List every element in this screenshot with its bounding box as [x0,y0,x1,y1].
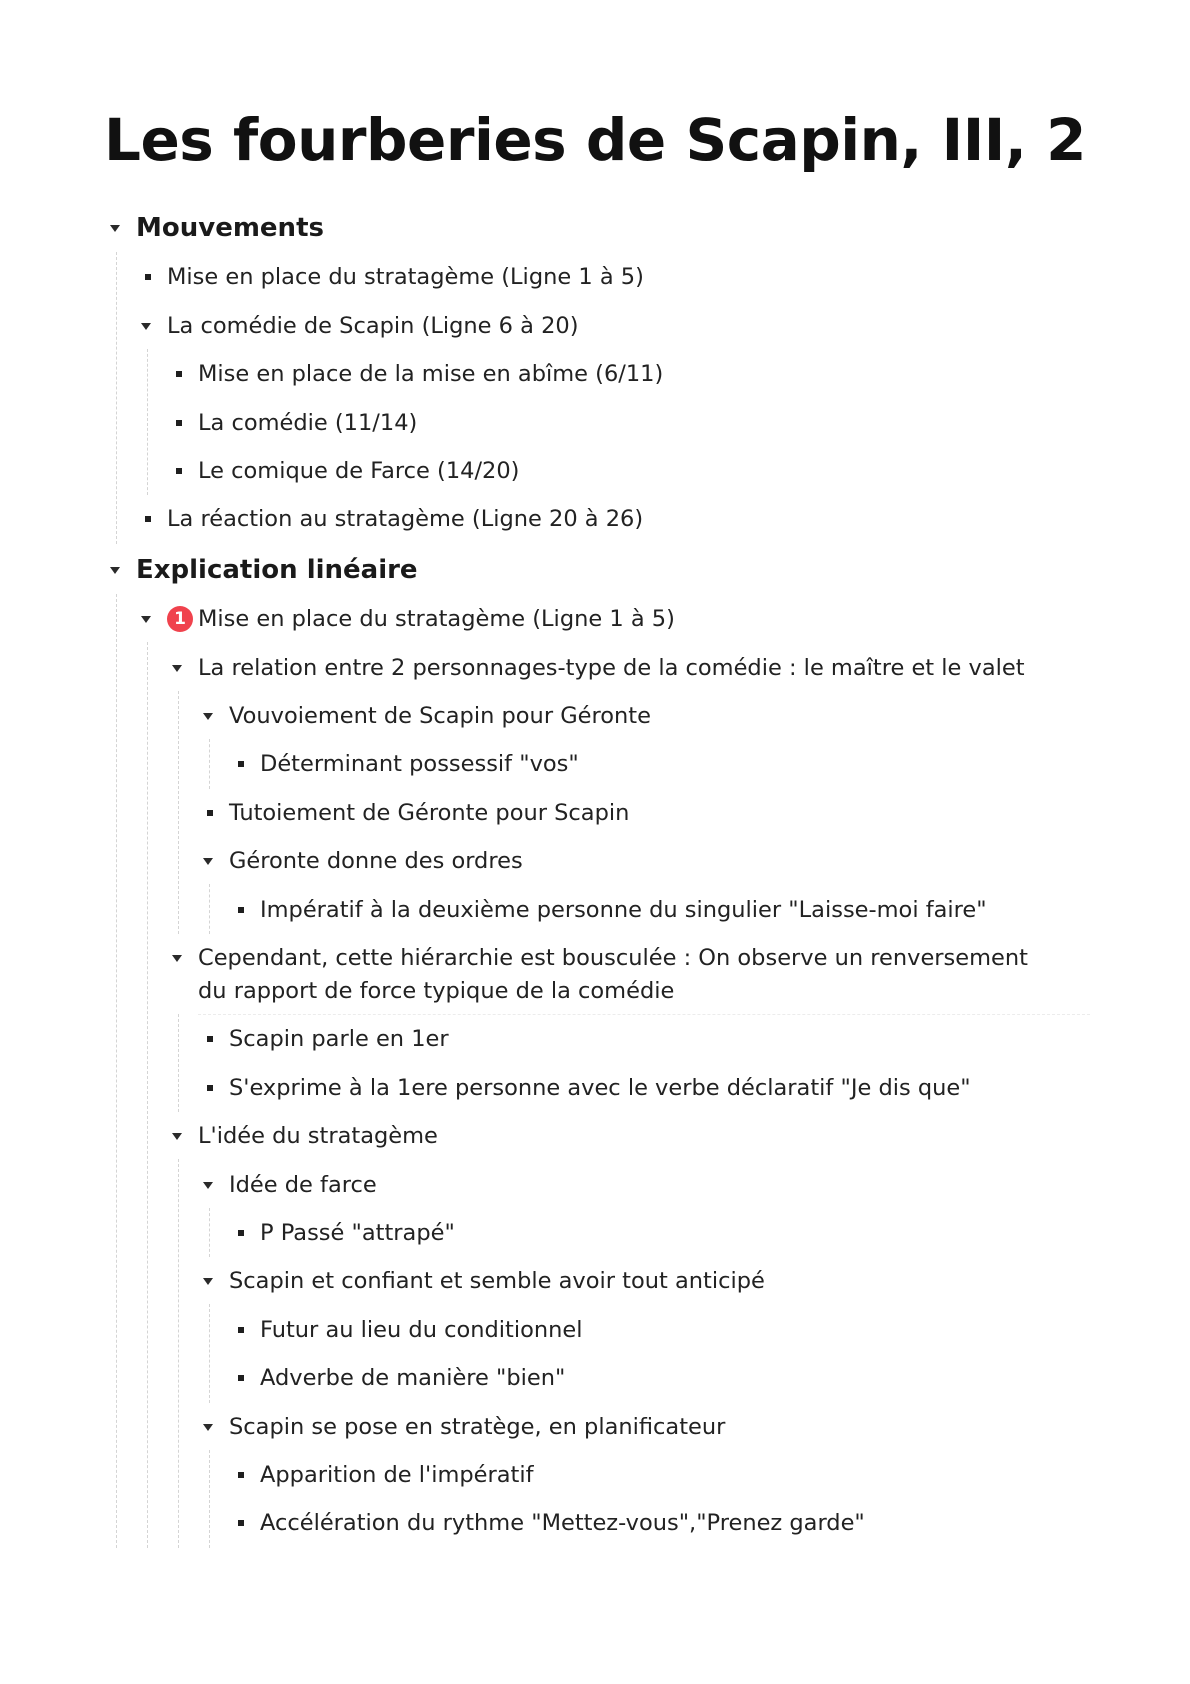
indent-guide [116,594,117,1548]
section-heading-label: Explication linéaire [136,554,418,585]
outline-item-label: La comédie de Scapin (Ligne 6 à 20) [167,312,579,339]
indent-guide [209,739,210,789]
bullet-icon [176,371,182,377]
outline-item-label: P Passé "attrapé" [260,1220,455,1246]
outline-item-label: Tutoiement de Géronte pour Scapin [229,799,630,826]
bullet-icon [238,1520,244,1526]
bullet-icon [238,1472,244,1478]
outline-item-label: Cependant, cette hiérarchie est bousculée : On observe un renversement du rapport de force typique de la comédie [198,945,1028,1004]
indent-guide [116,252,117,544]
indent-guide [147,642,148,1548]
indent-guide [178,1014,179,1112]
outline-item-label: Scapin et confiant et semble avoir tout anticipé [229,1268,765,1295]
outline-item-label: Mise en place de la mise en abîme (6/11) [198,361,664,388]
step-number-badge: 1 [167,606,193,632]
outline-item-label: Futur au lieu du conditionnel [260,1316,583,1343]
bullet-icon [207,1085,213,1091]
outline-item-label: Vouvoiement de Scapin pour Géronte [229,703,651,729]
collapse-caret-icon[interactable] [141,323,151,330]
outline-item-label: La réaction au stratagème (Ligne 20 à 26) [167,506,644,533]
collapse-caret-icon[interactable] [172,955,182,962]
outline-item-label: Accélération du rythme "Mettez-vous","Prenez garde" [260,1510,865,1537]
indent-guide [209,1304,210,1402]
bullet-icon [238,1327,244,1333]
collapse-caret-icon[interactable] [203,1278,213,1285]
outline-item-label: La relation entre 2 personnages-type de la comédie : le maître et le valet [198,654,1025,681]
indent-guide [147,349,148,496]
outline-item-label: Scapin parle en 1er [229,1026,449,1053]
bullet-icon [145,274,151,280]
bullet-icon [238,761,244,767]
bullet-icon [176,468,182,474]
collapse-caret-icon[interactable] [110,567,120,574]
indent-guide [178,1159,179,1548]
bullet-icon [238,1375,244,1381]
collapse-caret-icon[interactable] [172,665,182,672]
indent-guide [209,1450,210,1548]
bullet-icon [207,810,213,816]
outline-item-label: L'idée du stratagème [198,1123,438,1150]
outline-item-label: Idée de farce [229,1171,377,1198]
outline-item-label: Mise en place du stratagème (Ligne 1 à 5) [198,606,675,633]
outline-item-label: La comédie (11/14) [198,409,418,436]
bullet-icon [145,516,151,522]
outline-item-label: S'exprime à la 1ere personne avec le verbe déclaratif "Je dis que" [229,1074,971,1101]
outline-item-label: Scapin se pose en stratège, en planificateur [229,1413,726,1440]
outline-item-label: Adverbe de manière "bien" [260,1365,566,1392]
bullet-icon [238,907,244,913]
collapse-caret-icon[interactable] [203,1182,213,1189]
collapse-caret-icon[interactable] [172,1133,182,1140]
section-heading-label: Mouvements [136,213,324,243]
collapse-caret-icon[interactable] [203,1424,213,1431]
outline-item-label: Impératif à la deuxième personne du singulier "Laisse-moi faire" [260,896,987,923]
collapse-caret-icon[interactable] [141,616,151,623]
indent-guide [178,691,179,934]
bullet-icon [176,420,182,426]
outline-item-label: Mise en place du stratagème (Ligne 1 à 5) [167,264,644,291]
bullet-icon [207,1036,213,1042]
collapse-caret-icon[interactable] [203,713,213,720]
outline-item-label: Le comique de Farce (14/20) [198,458,520,484]
collapse-caret-icon[interactable] [203,858,213,865]
bullet-icon [238,1230,244,1236]
indent-guide [209,884,210,934]
outline-item-label: Apparition de l'impératif [260,1462,534,1488]
item-separator [198,1014,1090,1015]
outline-item-label: Géronte donne des ordres [229,848,523,875]
page-title: Les fourberies de Scapin, III, 2 [104,106,1086,174]
collapse-caret-icon[interactable] [110,225,120,232]
indent-guide [209,1208,210,1258]
outline-item-label: Déterminant possessif "vos" [260,751,579,778]
